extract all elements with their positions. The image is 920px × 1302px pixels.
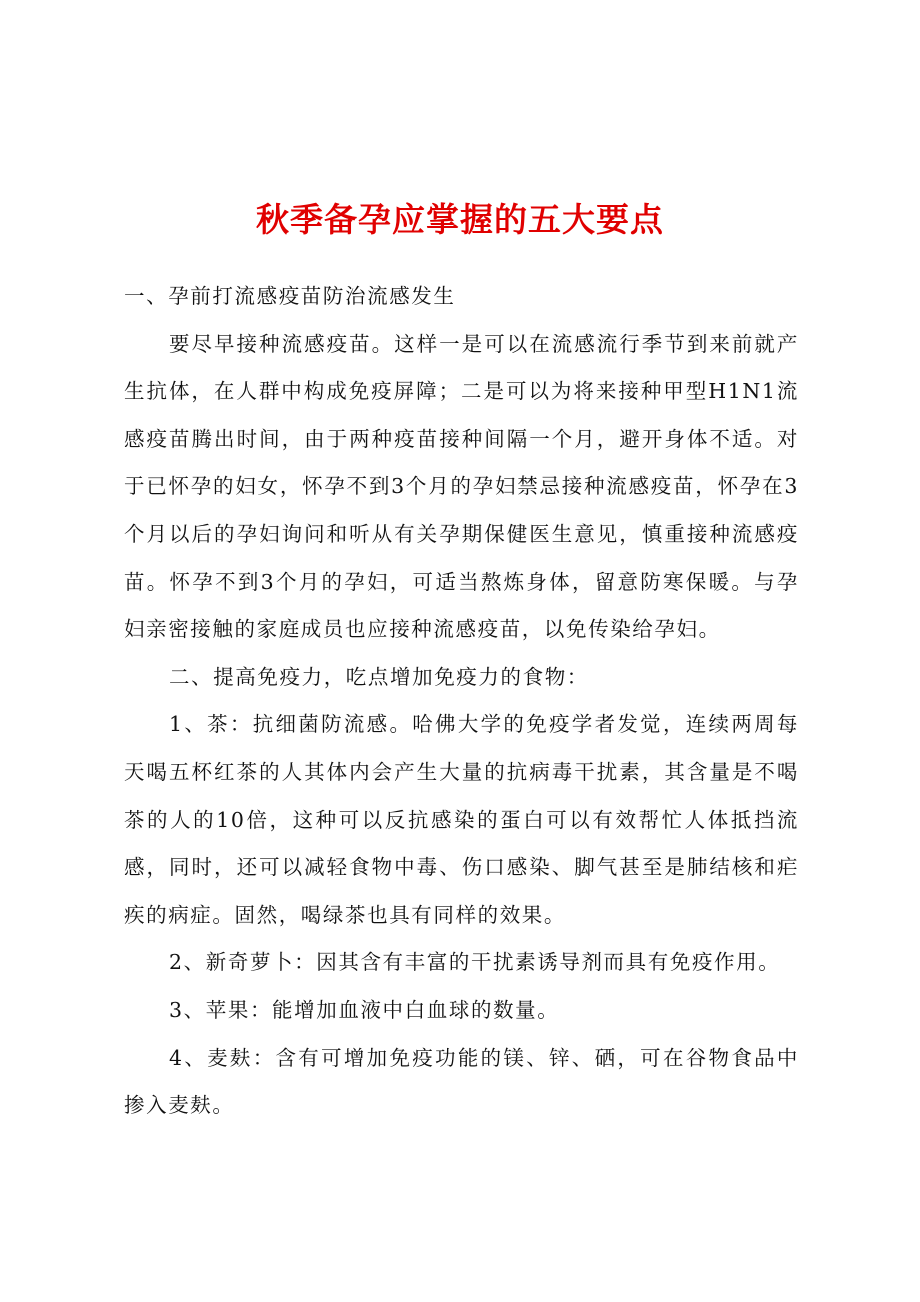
section-heading-1: 一、孕前打流感疫苗防治流感发生	[124, 284, 456, 308]
document-body	[124, 273, 799, 1130]
list-item-apple: 3、苹果：能增加血液中白血球的数量。	[169, 997, 560, 1022]
paragraph-vaccine: 要尽早接种流感疫苗。这样一是可以在流感流行季节到来前就产生抗体，在人群中构成免疫屏障；二是可以为将来接种甲型H1N1流感疫苗腾出时间，由于两种疫苗接种间隔一个月，避开身体不适。对于已怀孕的妇女，怀孕不到3个月的孕妇禁忌接种流感疫苗，怀孕在3个月以后的孕妇询问和听从有关孕期保健医生意见，慎重接种流感疫苗。怀孕不到3个月的孕妇，可适当熬炼身体，留意防寒保暖。与孕妇亲密接触的家庭成员也应接种流感疫苗，以免传染给孕妇。	[124, 331, 799, 642]
section-heading-2: 二、提高免疫力，吃点增加免疫力的食物：	[169, 664, 589, 689]
list-item-radish: 2、新奇萝卜：因其含有丰富的干扰素诱导剂而具有免疫作用。	[169, 950, 781, 975]
list-item-tea: 1、茶：抗细菌防流感。哈佛大学的免疫学者发觉，连续两周每天喝五杯红茶的人其体内会产生大量的抗病毒干扰素，其含量是不喝茶的人的10倍，这种可以反抗感染的蛋白可以有效帮忙人体抵挡流感，同时，还可以减轻食物中毒、伤口感染、脚气甚至是肺结核和疟疾的病症。固然，喝绿茶也具有同样的效果。	[124, 712, 799, 927]
list-item-bran: 4、麦麸：含有可增加免疫功能的镁、锌、硒，可在谷物食品中掺入麦麸。	[124, 1045, 799, 1118]
document-title: 秋季备孕应掌握的五大要点	[256, 200, 664, 239]
